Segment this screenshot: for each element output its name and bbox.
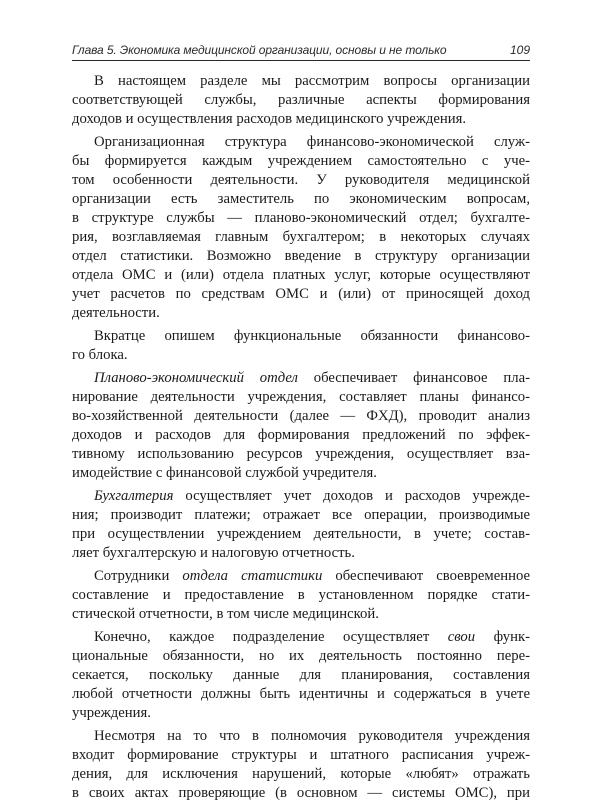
text-run: доходов и расходов для формирования предложений по эффек- (72, 427, 530, 443)
paragraph (72, 327, 530, 365)
text-line (72, 346, 530, 365)
text-run: обеспечивает финансовое пла- (297, 370, 530, 386)
text-line (72, 304, 530, 323)
italic-term: Планово-экономический отдел (94, 370, 298, 386)
text-run: рия, возглавляемая главным бухгалтером; в некоторых случаях (72, 229, 530, 245)
text-run: нирование деятельности учреждения, составляет планы финансо- (72, 389, 530, 405)
text-line (72, 586, 530, 605)
text-line (72, 72, 530, 91)
text-run: входит формирование структуры и штатного расписания учреж- (72, 747, 530, 763)
text-run: отдел статистики. Возможно введение в структуру организации (72, 248, 530, 264)
text-line (72, 727, 530, 746)
text-line (72, 685, 530, 704)
text-run: секается, поскольку данные для планирования, составления (72, 667, 530, 683)
text-run: имодействие с финансовой службой учредителя. (72, 465, 377, 481)
text-run: го блока. (72, 347, 128, 363)
text-line (72, 171, 530, 190)
text-line (72, 605, 530, 624)
text-run: во-хозяйственной деятельности (далее — ФХД), проводит анализ (72, 408, 530, 424)
text-run: составление и предоставление в установленном порядке стати- (72, 587, 530, 603)
text-line (72, 407, 530, 426)
text-line (72, 152, 530, 171)
text-run: том особенности деятельности. У руководителя медицинской (72, 172, 530, 188)
text-line (72, 487, 530, 506)
text-run: стической отчетности, в том числе медицинской. (72, 606, 379, 622)
text-run: отдела ОМС и (или) отдела платных услуг, которые осуществляют (72, 267, 530, 283)
text-line (72, 91, 530, 110)
text-line (72, 544, 530, 563)
running-header (72, 40, 530, 61)
text-run: ляет бухгалтерскую и налоговую отчетность. (72, 545, 355, 561)
paragraph (72, 487, 530, 563)
text-line (72, 369, 530, 388)
text-line (72, 464, 530, 483)
text-line (72, 506, 530, 525)
text-line (72, 426, 530, 445)
paragraph (72, 133, 530, 323)
text-line (72, 388, 530, 407)
text-line (72, 746, 530, 765)
text-run: тивному использованию ресурсов учреждения, осуществляет вза- (72, 446, 530, 462)
text-run: Конечно, каждое подразделение осуществляет (94, 629, 448, 645)
page-body (72, 72, 530, 803)
text-run: соответствующей службы, различные аспекты формирования (72, 92, 530, 108)
text-run: функ- (475, 629, 530, 645)
page-number: 109 (509, 43, 530, 57)
text-line (72, 285, 530, 304)
text-line (72, 628, 530, 647)
text-run: деятельности. (72, 305, 160, 321)
text-line (72, 704, 530, 723)
paragraph (72, 369, 530, 483)
text-run: циональные обязанности, но их деятельность постоянно пере- (72, 648, 530, 664)
text-line (72, 133, 530, 152)
italic-term: свои (447, 629, 476, 645)
text-run: в своих актах проверяющие (в основном — системы ОМС), при (72, 785, 530, 801)
text-run: организации есть заместитель по экономическим вопросам, (72, 191, 530, 207)
text-line (72, 525, 530, 544)
text-line (72, 110, 530, 129)
italic-term: Бухгалтерия (94, 488, 174, 504)
text-run: доходов и осуществления расходов медицинского учреждения. (72, 111, 467, 127)
text-line (72, 228, 530, 247)
text-run: бы формируется каждым учреждением самостоятельно с уче- (72, 153, 530, 169)
text-line (72, 327, 530, 346)
chapter-title: Глава 5. Экономика медицинской организации, основы и не только (72, 43, 447, 57)
text-run: учреждения. (72, 705, 151, 721)
text-line (72, 190, 530, 209)
paragraph (72, 727, 530, 803)
text-run: учет расчетов по средствам ОМС и (или) от приносящей доход (72, 286, 530, 302)
text-run: Сотрудники (94, 568, 183, 584)
text-line (72, 666, 530, 685)
text-line (72, 567, 530, 586)
italic-term: отдела статистики (182, 568, 323, 584)
paragraph (72, 72, 530, 129)
text-run: ния; производит платежи; отражает все операции, производимые (72, 507, 530, 523)
text-run: В настоящем разделе мы рассмотрим вопросы организации (94, 73, 530, 89)
text-run: в структуре службы — планово-экономический отдел; бухгалте- (72, 210, 530, 226)
text-line (72, 445, 530, 464)
text-run: при осуществлении учреждением деятельности, в учете; состав- (72, 526, 530, 542)
text-run: Организационная структура финансово-экономической служ- (94, 134, 530, 150)
text-run: любой отчетности должны быть идентичны и содержаться в учете (72, 686, 530, 702)
text-run: Несмотря на то что в полномочия руководителя учреждения (94, 728, 530, 744)
text-line (72, 209, 530, 228)
text-line (72, 647, 530, 666)
text-run: обеспечивают своевременное (322, 568, 530, 584)
text-run: Вкратце опишем функциональные обязанности финансово- (94, 328, 530, 344)
text-line (72, 784, 530, 803)
text-run: дения, для исключения нарушений, которые «любят» отражать (72, 766, 530, 782)
text-line (72, 765, 530, 784)
text-line (72, 266, 530, 285)
paragraph (72, 628, 530, 723)
text-line (72, 247, 530, 266)
text-run: осуществляет учет доходов и расходов учрежде- (173, 488, 530, 504)
paragraph (72, 567, 530, 624)
